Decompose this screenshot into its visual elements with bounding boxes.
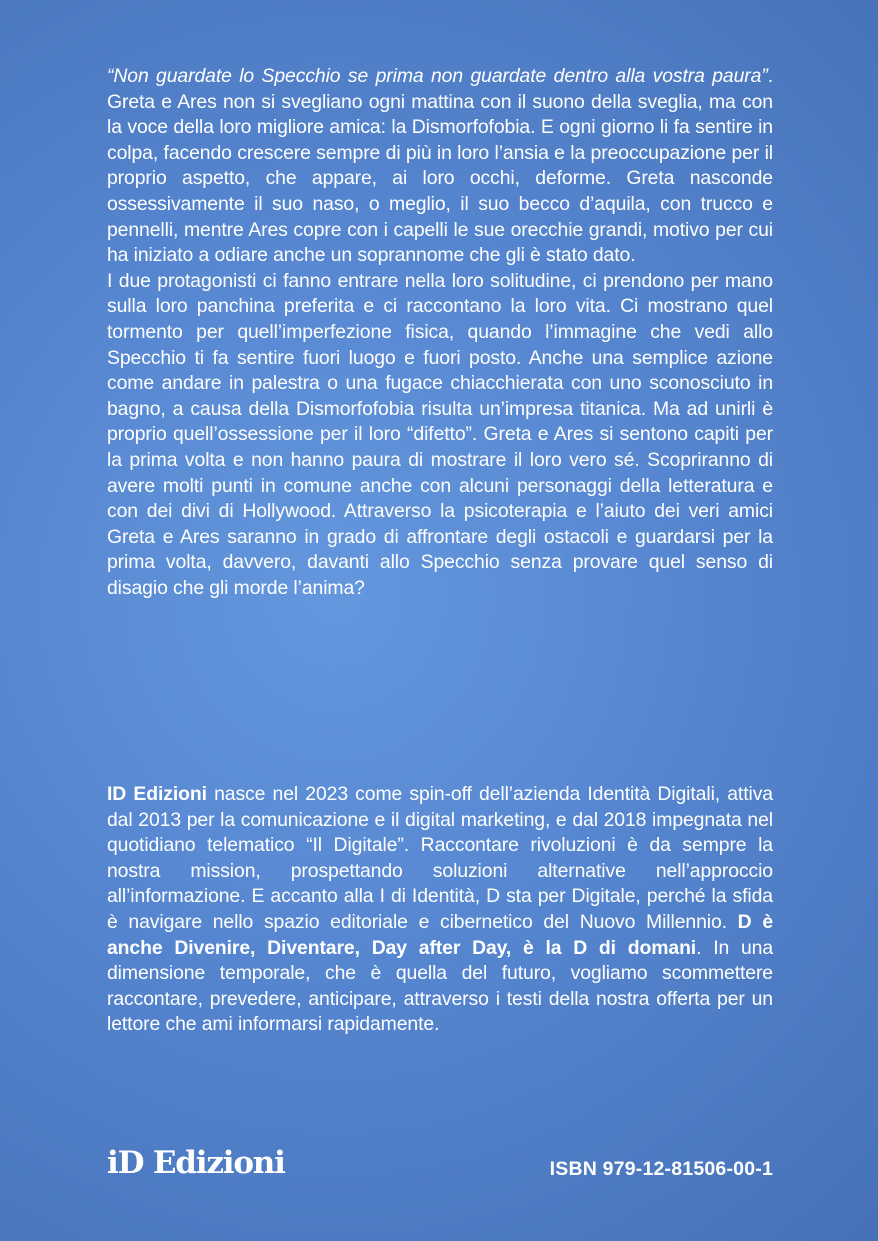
publisher-logo: iD Edizioni bbox=[107, 1145, 285, 1181]
isbn-code: ISBN 979-12-81506-00-1 bbox=[549, 1158, 773, 1180]
publisher-name: ID Edizioni bbox=[107, 783, 207, 805]
opening-quote: “Non guardate lo Specchio se prima non guardate dentro alla vostra paura” bbox=[107, 65, 768, 87]
synopsis-block bbox=[107, 64, 773, 601]
publisher-paragraph bbox=[107, 782, 773, 1038]
synopsis-paragraph-1 bbox=[107, 64, 773, 269]
publisher-motto: D è anche Divenire, Diventare, Day after Day, è la D di domani bbox=[107, 910, 773, 959]
synopsis-paragraph-2: I due protagonisti ci fanno entrare nella loro solitudine, ci prendono per mano sulla loro panchina preferita e ci raccontano la loro vita. Ci mostrano quel tormento per quell’imperfezione fisica, quando l’immagine che vedi allo Specchio ti fa sentire fuori luogo e fuori posto. Anche una semplice azione come andare in palestra o una fugace chiacchierata con uno sconosciuto in bagno, a causa della Dismorfofobia risulta un’impresa titanica. Ma ad unirli è proprio quell’ossessione per il loro “difetto”. Greta e Ares si sentono capiti per la prima volta e non hanno paura di mostrare il loro vero sé. Scopriranno di avere molti punti in comune anche con alcuni personaggi della letteratura e con dei divi di Hollywood. Attraverso la psicoterapia e l’aiuto dei veri amici Greta e Ares saranno in grado di affrontare degli ostacoli e guardarsi per la prima volta, davvero, davanti allo Specchio senza provare quel senso di disagio che gli morde l’anima? bbox=[107, 269, 773, 599]
publisher-text-1: nasce nel 2023 come spin-off dell’azienda Identità Digitali, attiva dal 2013 per la comunicazione e il digital marketing, e dal 2018 impegnata nel quotidiano telematico “Il Digitale”. Raccontare rivoluzioni è da sempre la nostra mission, prospettando soluzioni alternative nell’approccio all’informazione. E accanto alla I di Identità, D sta per Digitale, perché la sfida è navigare nello spazio editoriale e cibernetico del Nuovo Millennio. bbox=[107, 783, 773, 933]
synopsis-text-1: . Greta e Ares non si svegliano ogni mattina con il suono della sveglia, ma con la voce della loro migliore amica: la Dismorfofobia. E ogni giorno li fa sentire in colpa, facendo crescere sempre di più in loro l’ansia e la preoccupazione per il proprio aspetto, che appare, ai loro occhi, deforme. Greta nasconde ossessivamente il suo naso, o meglio, il suo becco d’aquila, con trucco e pennelli, mentre Ares copre con i capelli le sue orecchie grandi, motivo per cui ha iniziato a odiare anche un soprannome che gli è stato dato. bbox=[107, 65, 773, 267]
publisher-block bbox=[107, 782, 773, 1038]
publisher-text-2: . In una dimensione temporale, che è quella del futuro, vogliamo scommettere raccontare, prevedere, anticipare, attraverso i testi della nostra offerta per un lettore che ami informarsi rapidamente. bbox=[107, 936, 774, 1036]
